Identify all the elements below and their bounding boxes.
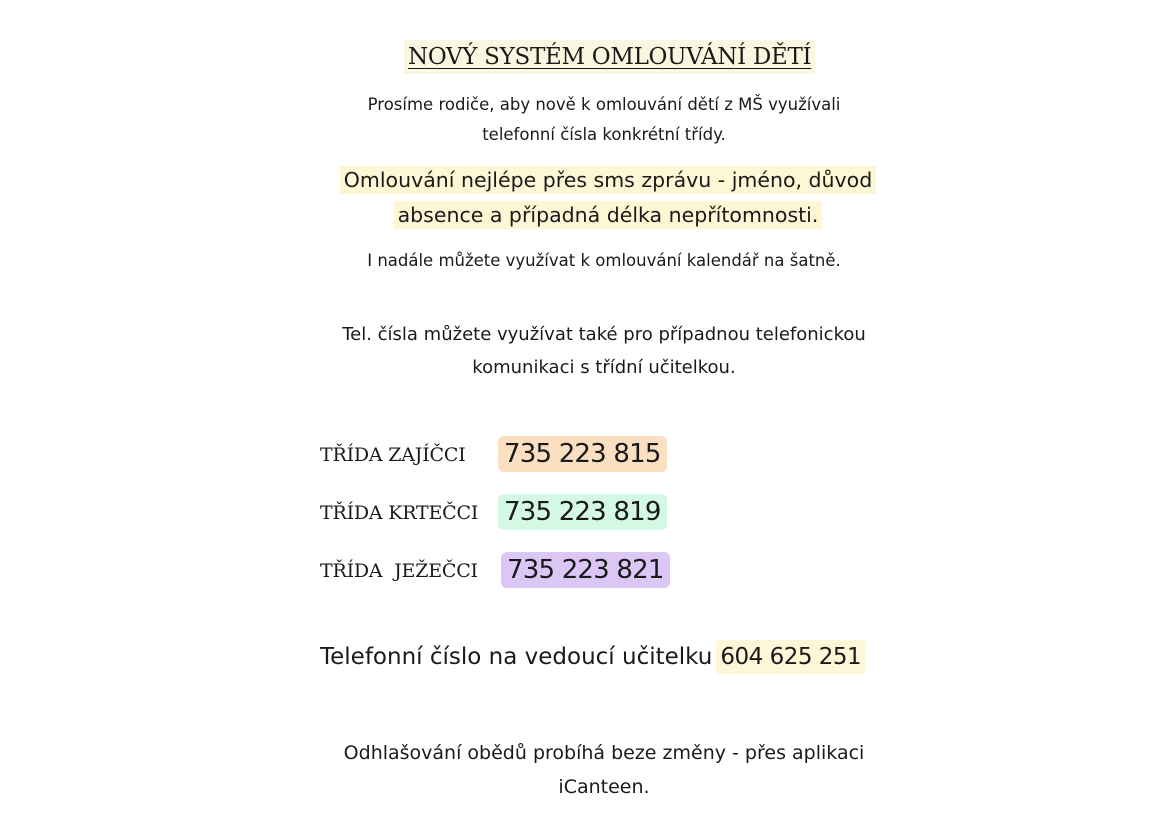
class-row-jezecci bbox=[320, 552, 664, 590]
intro-line-1: Prosíme rodiče, aby nově k omlouvání dětí z MŠ využívali bbox=[367, 95, 841, 114]
highlight-line-1: Omlouvání nejlépe přes sms zprávu - jméno, důvod bbox=[340, 166, 877, 194]
intro-line-2: telefonní čísla konkrétní třídy. bbox=[482, 125, 726, 144]
phone-note-line-2: komunikaci s třídní učitelkou. bbox=[472, 357, 736, 378]
class-phone[interactable]: 735 223 821 bbox=[501, 552, 670, 588]
lunch-note-line-1: Odhlašování obědů probíhá beze změny - přes aplikaci bbox=[343, 742, 865, 764]
class-row-krtecci bbox=[320, 494, 660, 532]
class-phone[interactable]: 735 223 819 bbox=[498, 494, 667, 530]
highlighted-instruction bbox=[330, 163, 886, 233]
lead-teacher-contact bbox=[320, 640, 865, 674]
highlight-line-2: absence a případná délka nepřítomnosti. bbox=[394, 201, 823, 229]
class-name: TŘÍDA JEŽEČCI bbox=[320, 560, 478, 582]
lead-teacher-label: Telefonní číslo na vedoucí učitelku bbox=[320, 644, 713, 670]
class-phone[interactable]: 735 223 815 bbox=[498, 436, 667, 472]
intro-paragraph bbox=[336, 90, 872, 150]
class-name: TŘÍDA ZAJÍČCI bbox=[320, 444, 466, 466]
page-title: NOVÝ SYSTÉM OMLOUVÁNÍ DĚTÍ bbox=[404, 40, 815, 74]
calendar-note: I nadále můžete využívat k omlouvání kalendář na šatně. bbox=[367, 251, 841, 270]
phone-usage-note bbox=[316, 318, 892, 384]
lead-teacher-phone[interactable]: 604 625 251 bbox=[716, 640, 865, 674]
lunch-note-line-2: iCanteen. bbox=[558, 776, 650, 798]
lunch-note bbox=[316, 736, 892, 804]
class-name: TŘÍDA KRTEČCI bbox=[320, 502, 479, 524]
class-row-zajicci bbox=[320, 436, 660, 474]
phone-note-line-1: Tel. čísla můžete využívat také pro případnou telefonickou bbox=[342, 324, 866, 345]
